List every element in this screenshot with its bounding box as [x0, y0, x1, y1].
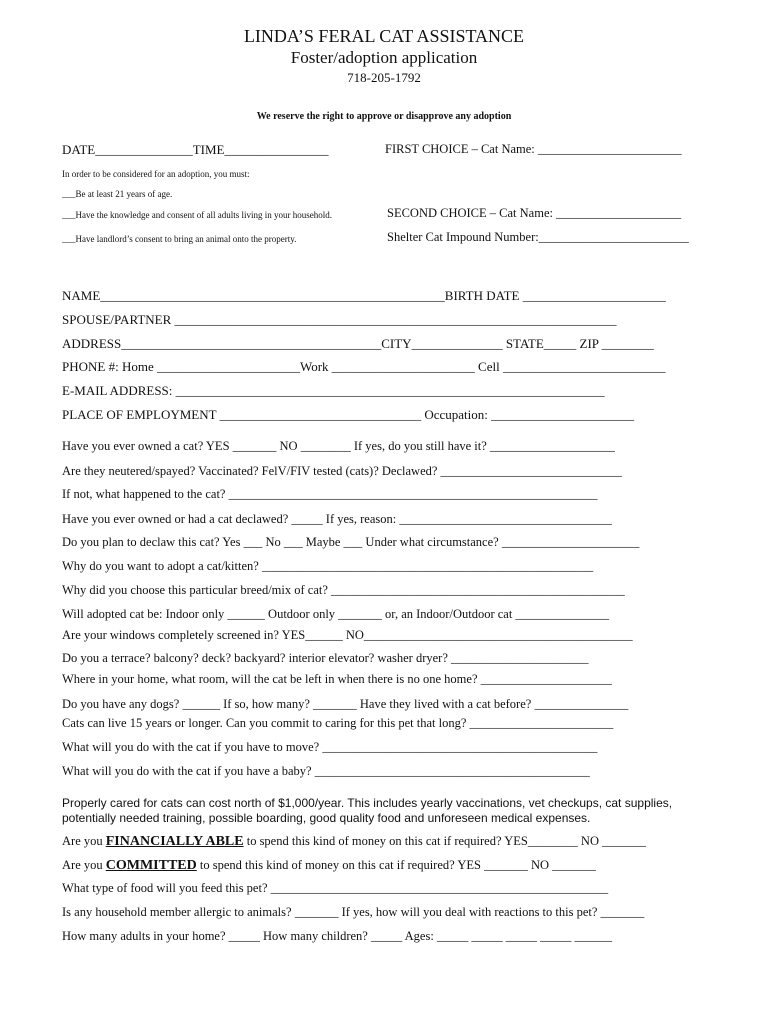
cost-notice-line-2: potentially needed training, possible boarding, good quality food and unforeseen medical expenses.: [62, 811, 591, 825]
phone-number: 718-205-1792: [347, 70, 421, 85]
question-committed[interactable]: [62, 858, 596, 874]
first-choice-field[interactable]: FIRST CHOICE – Cat Name: _______________________: [385, 142, 682, 156]
impound-number-field[interactable]: Shelter Cat Impound Number:________________________: [387, 230, 689, 244]
question-declawed-before[interactable]: Have you ever owned or had a cat declawed? _____ If yes, reason: __________________________________: [62, 512, 612, 526]
question-room-alone[interactable]: Where in your home, what room, will the cat be left in when there is no one home? _____________________: [62, 672, 612, 686]
question-financially-able[interactable]: [62, 834, 646, 850]
employment-field[interactable]: PLACE OF EMPLOYMENT _______________________________ Occupation: ______________________: [62, 407, 635, 422]
question-neutered[interactable]: Are they neutered/spayed? Vaccinated? FelV/FIV tested (cats)? Declawed? _____________________________: [62, 464, 622, 478]
committed-suffix: to spend this kind of money on this cat if required? YES _______ NO _______: [196, 858, 596, 872]
phone-field[interactable]: PHONE #: Home ______________________Work ______________________ Cell _________________________: [62, 359, 666, 374]
financially-able-emphasis: FINANCIALLY ABLE: [105, 834, 244, 849]
question-owned-cat[interactable]: Have you ever owned a cat? YES _______ NO ________ If yes, do you still have it? ____________________: [62, 439, 615, 453]
question-household-members[interactable]: How many adults in your home? _____ How many children? _____ Ages: _____ _____ _____ _____ ______: [62, 929, 612, 943]
question-if-move[interactable]: What will you do with the cat if you have to move? ____________________________________________: [62, 740, 598, 754]
address-field[interactable]: ADDRESS________________________________________CITY______________ STATE_____ ZIP ________: [62, 336, 654, 351]
approval-notice: We reserve the right to approve or disapprove any adoption: [256, 111, 512, 122]
question-why-adopt[interactable]: Why do you want to adopt a cat/kitten? _____________________________________________________: [62, 559, 594, 573]
form-subtitle: Foster/adoption application: [290, 48, 478, 67]
date-time-field[interactable]: DATE_______________TIME________________: [62, 142, 329, 157]
cost-notice-line-1: Properly cared for cats can cost north of $1,000/year. This includes yearly vaccinations, vet checkups, cat supplies,: [62, 796, 673, 810]
committed-prefix: Are you: [62, 858, 106, 872]
requirement-age[interactable]: ___Be at least 21 years of age.: [62, 189, 173, 199]
financial-suffix: to spend this kind of money on this cat if required? YES________ NO _______: [243, 834, 646, 848]
question-windows-screened[interactable]: Are your windows completely screened in? YES______ NO___________________________________________: [62, 628, 633, 642]
spouse-field[interactable]: SPOUSE/PARTNER ____________________________________________________________________: [62, 312, 617, 327]
second-choice-field[interactable]: SECOND CHOICE – Cat Name: ____________________: [387, 206, 682, 220]
name-birthdate-field[interactable]: NAME_____________________________________________________BIRTH DATE ______________________: [62, 288, 666, 303]
requirements-intro: In order to be considered for an adoption, you must:: [62, 169, 250, 179]
question-terrace[interactable]: Do you a terrace? balcony? deck? backyard? interior elevator? washer dryer? ______________________: [62, 651, 589, 665]
question-what-happened[interactable]: If not, what happened to the cat? ___________________________________________________________: [62, 487, 598, 501]
question-dogs[interactable]: Do you have any dogs? ______ If so, how many? _______ Have they lived with a cat before? _______________: [62, 697, 629, 711]
question-why-breed[interactable]: Why did you choose this particular breed/mix of cat? _______________________________________________: [62, 583, 625, 597]
committed-emphasis: COMMITTED: [105, 858, 197, 873]
question-indoor-outdoor[interactable]: Will adopted cat be: Indoor only ______ Outdoor only _______ or, an Indoor/Outdoor cat _______________: [62, 607, 610, 621]
requirement-household-consent[interactable]: ___Have the knowledge and consent of all adults living in your household.: [62, 210, 332, 220]
question-plan-declaw[interactable]: Do you plan to declaw this cat? Yes ___ No ___ Maybe ___ Under what circumstance? ______________________: [62, 535, 640, 549]
question-if-baby[interactable]: What will you do with the cat if you have a baby? ____________________________________________: [62, 764, 590, 778]
question-commit-15-years[interactable]: Cats can live 15 years or longer. Can you commit to caring for this pet that long? _______________________: [62, 716, 614, 730]
financial-prefix: Are you: [62, 834, 106, 848]
question-allergies[interactable]: Is any household member allergic to animals? _______ If yes, how will you deal with reactions to this pet? _______: [62, 905, 645, 919]
requirement-landlord-consent[interactable]: ___Have landlord’s consent to bring an animal onto the property.: [62, 234, 297, 244]
email-field[interactable]: E-MAIL ADDRESS: __________________________________________________________________: [62, 383, 605, 398]
organization-title: LINDA’S FERAL CAT ASSISTANCE: [243, 26, 525, 46]
question-food-type[interactable]: What type of food will you feed this pet? ______________________________________________________: [62, 881, 609, 895]
